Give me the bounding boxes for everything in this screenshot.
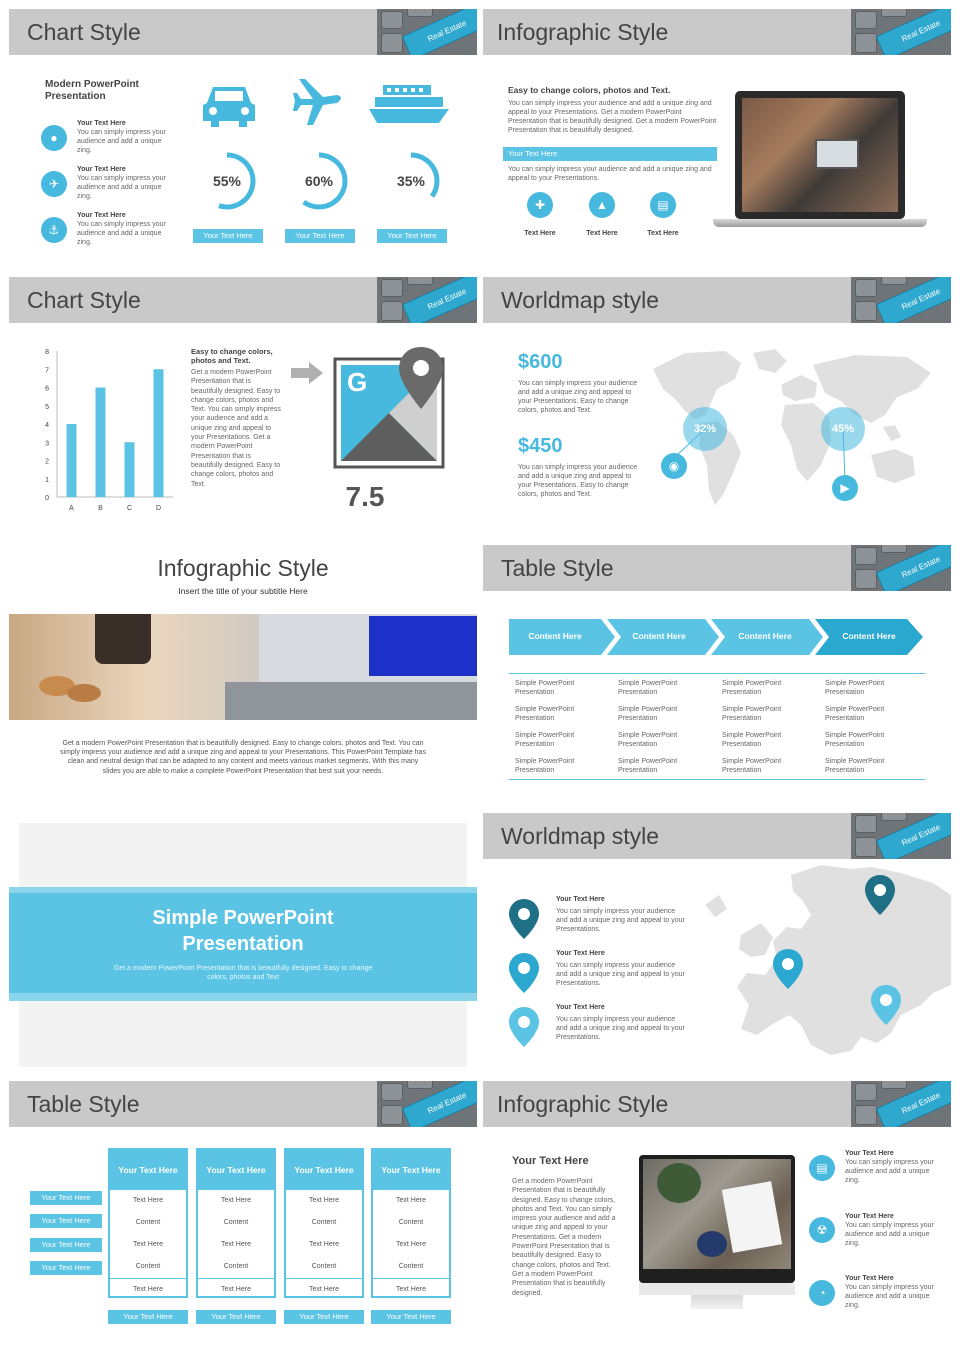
- bar-chart: [35, 343, 185, 517]
- real-estate-key-image: [851, 1081, 951, 1127]
- table-cell: Simple PowerPoint Presentation: [515, 758, 575, 774]
- map-pin-icon: [507, 951, 541, 995]
- slide-title: Infographic Style: [157, 555, 329, 581]
- column-header: Content Here: [842, 631, 896, 641]
- key-label: Real Estate: [876, 1081, 951, 1127]
- list-item: Your Text Here You can simply impress your audience and add a unique zing and appeal to your Presentations.: [556, 950, 685, 987]
- table-cell: Content: [135, 1263, 161, 1270]
- body-text: You can simply impress your audience and add a unique zing and appeal to your Presentations.: [508, 166, 712, 182]
- donut-label: 60%: [304, 173, 334, 189]
- google-maps-icon: [333, 343, 449, 473]
- table-cell: Simple PowerPoint Presentation: [515, 680, 575, 696]
- x-tick-label: D: [155, 505, 162, 512]
- laptop-base: [713, 219, 927, 227]
- real-estate-key-image: [851, 813, 951, 859]
- svg-text:G: G: [347, 367, 368, 397]
- real-estate-key-image: [377, 1081, 477, 1127]
- price-value: $600: [518, 351, 563, 373]
- plane-icon: ✈: [41, 171, 67, 197]
- row-label: Your Text Here: [30, 1191, 102, 1205]
- slide-title: Table Style: [501, 555, 614, 581]
- desk-photo: [9, 614, 477, 720]
- table-cell: Simple PowerPoint Presentation: [515, 706, 575, 722]
- table-cell: Text Here: [221, 1241, 251, 1248]
- ship-icon: ⚓: [41, 217, 67, 243]
- slide-header: [9, 277, 477, 323]
- table-cell: Text Here: [373, 1278, 449, 1300]
- table-cell: Content: [311, 1219, 337, 1226]
- bar: [154, 369, 164, 497]
- column-header: Content Here: [528, 631, 582, 641]
- graduation-cap-icon: ▲: [589, 192, 615, 218]
- donut-label: 55%: [212, 173, 242, 189]
- y-tick-label: 5: [45, 403, 49, 411]
- row-label: Your Text Here: [30, 1214, 102, 1228]
- table-cell: Text Here: [286, 1278, 362, 1300]
- real-estate-key-image: [851, 545, 951, 591]
- slide-header: [9, 9, 477, 55]
- slide-title: Infographic Style: [497, 1091, 669, 1117]
- highlight-bar: Your Text Here: [503, 147, 717, 161]
- table-cell: Text Here: [198, 1278, 274, 1300]
- slide-worldmap-style-1: [483, 277, 951, 541]
- slide-infographic-style-1: [483, 9, 951, 273]
- slide-subtitle: Insert the title of your subtitle Here: [178, 586, 308, 596]
- column-footer-button[interactable]: Your Text Here: [108, 1310, 188, 1324]
- video-camera-icon: ▶: [832, 475, 858, 501]
- table-cell: Text Here: [309, 1197, 339, 1204]
- table-cell: Simple PowerPoint Presentation: [722, 758, 782, 774]
- donut-label: 35%: [396, 173, 426, 189]
- key-label: Real Estate: [876, 277, 951, 323]
- table-cell: Simple PowerPoint Presentation: [722, 732, 782, 748]
- slide-chart-style-1: [9, 9, 477, 273]
- list-item: Your Text Here You can simply impress your audience and add a unique zing.: [845, 1213, 934, 1247]
- slide-title: Worldmap style: [501, 287, 660, 313]
- table-cell: Simple PowerPoint Presentation: [618, 758, 678, 774]
- real-estate-key-image: [377, 9, 477, 55]
- body-text: You can simply impress your audience and add a unique zing and appeal to your Presentations. Easy to change colors, photos and Text.: [518, 464, 638, 498]
- key-label: Real Estate: [402, 9, 477, 55]
- column-footer-button[interactable]: Your Text Here: [196, 1310, 276, 1324]
- bar: [125, 442, 135, 497]
- list-item: Your Text Here You can simply impress your audience and add a unique zing.: [845, 1275, 934, 1309]
- table-cell: Content: [223, 1219, 249, 1226]
- europe-map: [701, 865, 951, 1061]
- text-button[interactable]: Your Text Here: [285, 229, 355, 243]
- slide-header: [483, 277, 951, 323]
- table-cell: Text Here: [396, 1241, 426, 1248]
- banner-body: Get a modern PowerPoint Presentation that is beautifully designed. Easy to change colors, photos and Text: [113, 965, 373, 981]
- table-cell: Text Here: [110, 1278, 186, 1300]
- slide-header: [483, 813, 951, 859]
- list-item: Your Text Here You can simply impress your audience and add a unique zing.: [77, 166, 166, 200]
- table-column: [284, 1148, 364, 1298]
- y-tick-label: 1: [45, 476, 49, 484]
- row-label: Your Text Here: [30, 1261, 102, 1275]
- slide-chart-style-2: [9, 277, 477, 541]
- x-tick-label: B: [98, 505, 103, 512]
- column-header: Your Text Here: [286, 1150, 362, 1190]
- monitor-image: [639, 1155, 795, 1283]
- key-label: Real Estate: [402, 277, 477, 323]
- book-icon: ▤: [650, 192, 676, 218]
- laptop-image: [735, 91, 905, 219]
- bar: [67, 424, 77, 497]
- x-tick-label: C: [126, 505, 133, 512]
- slide-title: Worldmap style: [501, 823, 660, 849]
- column-header: Your Text Here: [373, 1150, 449, 1190]
- x-tick-label: A: [69, 505, 74, 512]
- map-marker: 45%: [821, 407, 865, 451]
- list-item: Your Text Here You can simply impress your audience and add a unique zing.: [77, 120, 166, 154]
- table-cell: Simple PowerPoint Presentation: [618, 706, 678, 722]
- y-tick-label: 6: [45, 385, 49, 393]
- column-footer-button[interactable]: Your Text Here: [284, 1310, 364, 1324]
- body-text: You can simply impress your audience and add a unique zing and appeal to your Presentations. Get a modern PowerPoint Presentation that is beautifully designed. Get a modern PowerPoint Presentation that is beautifully designed.: [508, 100, 717, 134]
- y-tick-label: 2: [45, 458, 49, 466]
- slide-infographic-style-3: [483, 1081, 951, 1345]
- table-cell: Content: [135, 1219, 161, 1226]
- table-cell: Simple PowerPoint Presentation: [825, 680, 885, 696]
- divider: [509, 673, 925, 674]
- puzzle-icon: ✚: [527, 192, 553, 218]
- real-estate-key-image: [851, 277, 951, 323]
- list-item: Your Text Here You can simply impress your audience and add a unique zing and appeal to your Presentations.: [556, 896, 685, 933]
- table-cell: Simple PowerPoint Presentation: [515, 732, 575, 748]
- slide-header: [483, 1081, 951, 1127]
- key-label: Real Estate: [876, 9, 951, 55]
- real-estate-key-image: [851, 9, 951, 55]
- y-tick-label: 0: [45, 495, 49, 502]
- icon-label: Text Here: [647, 230, 679, 237]
- icon-label: Text Here: [586, 230, 618, 237]
- column-header: Your Text Here: [110, 1150, 186, 1190]
- table-cell: Text Here: [309, 1241, 339, 1248]
- slide-heading: Modern PowerPoint Presentation: [45, 79, 139, 102]
- table-cell: Text Here: [133, 1241, 163, 1248]
- body-text: You can simply impress your audience and add a unique zing and appeal to your Presentations. Easy to change colors, photos and Text.: [518, 380, 638, 414]
- column-header: Content Here: [738, 631, 792, 641]
- text-button[interactable]: Your Text Here: [377, 229, 447, 243]
- table-column: [108, 1148, 188, 1298]
- table-cell: Content: [398, 1219, 424, 1226]
- car-icon: ●: [41, 125, 67, 151]
- table-cell: Content: [398, 1263, 424, 1270]
- table-column: [196, 1148, 276, 1298]
- banner-title-line2: Presentation: [182, 933, 304, 955]
- table-cell: Simple PowerPoint Presentation: [618, 680, 678, 696]
- text-button[interactable]: Your Text Here: [193, 229, 263, 243]
- table-cell: Simple PowerPoint Presentation: [722, 680, 782, 696]
- price-value: $450: [518, 435, 563, 457]
- camera-icon: ◉: [661, 453, 687, 479]
- radiation-icon: ☢: [809, 1217, 835, 1243]
- table-cell: Simple PowerPoint Presentation: [825, 706, 885, 722]
- table-cell: Simple PowerPoint Presentation: [825, 758, 885, 774]
- slide-header: [483, 545, 951, 591]
- slide-title-card: [9, 813, 477, 1077]
- key-label: Real Estate: [876, 813, 951, 859]
- body-text: Get a modern PowerPoint Presentation that is beautifully designed. Easy to change colors, photos and Text. You can simply impress your audience and add a unique zing and appeal to your Presentations. Get a modern PowerPoint Presentation that is beautifully designed. Easy to change colors, photos and Text. Get a modern PowerPoint Presentation that is beautifully designed.: [512, 1178, 616, 1297]
- slide-heading: Easy to change colors, photos and Text.: [191, 347, 273, 365]
- arrow-right-icon: [289, 361, 325, 385]
- table-cell: Text Here: [133, 1197, 163, 1204]
- row-label: Your Text Here: [30, 1238, 102, 1252]
- map-pin-icon: [507, 897, 541, 941]
- slide-title: Table Style: [27, 1091, 140, 1117]
- bar: [96, 388, 106, 498]
- body-text: Get a modern PowerPoint Presentation that is beautifully designed. Easy to change colors, photos and Text. You can simply impress your audience and add a unique zing and appeal to your Presentations. This PowerPoint Template has clean and neutral design that can be adapted to any content and meets various market segments. With this many slides you are able to make a complete PowerPoint Presentation that best suit your needs.: [60, 740, 426, 775]
- score-value: 7.5: [345, 481, 385, 512]
- map-marker: 32%: [683, 407, 727, 451]
- slide-heading: Your Text Here: [512, 1155, 589, 1167]
- y-tick-label: 4: [45, 422, 49, 429]
- map-pin-icon: [863, 873, 897, 917]
- icon-label: Text Here: [524, 230, 556, 237]
- car-icon: [199, 79, 259, 127]
- table-cell: Simple PowerPoint Presentation: [722, 706, 782, 722]
- slide-table-style-1: [483, 545, 951, 809]
- slide-title: Chart Style: [27, 287, 141, 313]
- list-item: Your Text Here You can simply impress your audience and add a unique zing.: [77, 212, 166, 246]
- slide-worldmap-style-2: [483, 813, 951, 1077]
- map-pin-icon: [869, 983, 903, 1027]
- plane-icon: [291, 75, 347, 131]
- map-pin-icon: [771, 947, 805, 991]
- table-cell: Simple PowerPoint Presentation: [825, 732, 885, 748]
- slide-title: Infographic Style: [497, 19, 669, 45]
- column-footer-button[interactable]: Your Text Here: [371, 1310, 451, 1324]
- key-label: Real Estate: [876, 545, 951, 591]
- monitor-stand: [691, 1295, 743, 1309]
- ship-icon: [369, 79, 449, 125]
- y-tick-label: 7: [45, 367, 49, 375]
- monitor-chin: [639, 1283, 795, 1295]
- pie-chart-icon: ◔: [809, 1280, 835, 1306]
- slide-header: [483, 9, 951, 55]
- slide-infographic-style-2: [9, 545, 477, 809]
- table-cell: Simple PowerPoint Presentation: [618, 732, 678, 748]
- key-label: Real Estate: [402, 1081, 477, 1127]
- map-pin-icon: [507, 1005, 541, 1049]
- table-cell: Text Here: [221, 1197, 251, 1204]
- column-header: Content Here: [632, 631, 686, 641]
- real-estate-key-image: [377, 277, 477, 323]
- slide-header: [9, 1081, 477, 1127]
- slide-title: Chart Style: [27, 19, 141, 45]
- list-item: Your Text Here You can simply impress your audience and add a unique zing.: [845, 1150, 934, 1184]
- table-cell: Content: [311, 1263, 337, 1270]
- table-column: [371, 1148, 451, 1298]
- banner-title-line1: Simple PowerPoint: [152, 907, 334, 929]
- document-icon: ▤: [809, 1155, 835, 1181]
- column-header: Your Text Here: [198, 1150, 274, 1190]
- slide-heading: Easy to change colors, photos and Text.: [508, 85, 671, 95]
- body-text: Get a modern PowerPoint Presentation that is beautifully designed. Easy to change colors, photos and Text. You can simply impress your audience and add a unique zing and appeal to your Presentations. Get a modern PowerPoint Presentation that is beautifully designed. Easy to change colors, photos and Text.: [191, 369, 281, 488]
- divider: [509, 779, 925, 780]
- y-tick-label: 8: [45, 349, 49, 356]
- y-tick-label: 3: [45, 440, 49, 448]
- table-cell: Content: [223, 1263, 249, 1270]
- slide-table-style-2: [9, 1081, 477, 1345]
- table-cell: Text Here: [396, 1197, 426, 1204]
- list-item: Your Text Here You can simply impress your audience and add a unique zing and appeal to your Presentations.: [556, 1004, 685, 1041]
